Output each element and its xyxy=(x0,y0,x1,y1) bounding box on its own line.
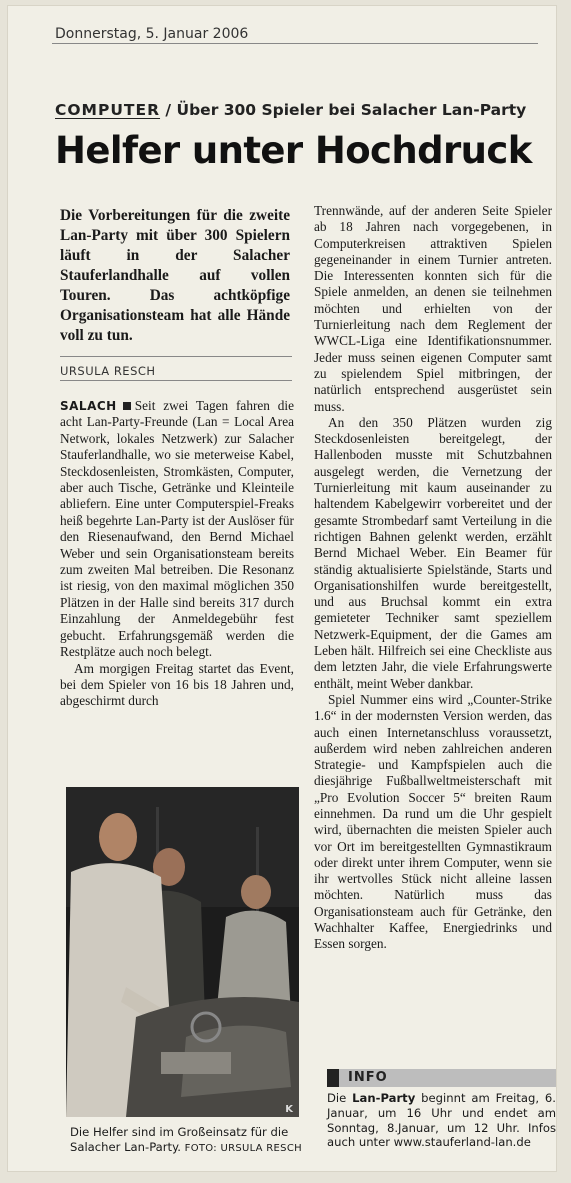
author-divider-bottom xyxy=(60,380,292,381)
photo-credit: FOTO: URSULA RESCH xyxy=(184,1143,302,1154)
photo-illustration xyxy=(66,787,299,1117)
caption-text: Die Helfer sind im Großeinsatz für die Salacher Lan-Party. xyxy=(70,1125,289,1154)
info-box-text xyxy=(327,1091,556,1150)
info-body: beginnt am Freitag, 6. Januar, um 16 Uhr und endet am Sonntag, 8.Januar, um 12 Uhr. Infos auch unter www.stauferland-lan.de xyxy=(327,1091,556,1150)
body-paragraph: An den 350 Plätzen wurden zig Steckdosenleisten bereitgelegt, der Hallenboden musste mit Schutzbahnen ausgelegt werden, die Vernetzung der Turnierleitung mit kaum auseinander zu haltendem Kabelgewirr vorbereitet und der gesamte Strombedarf samt Verteilung in die richtigen Bahnen gelenkt werden, erzählt Bernd Michael Weber. Ein Beamer für ständig aktualisierte Spielstände, Starts und Organisationshilfen wurde bereitgestellt, und aus Bruchsal kommt ein extra gemieteter Techniker samt speziellem Netzwerk-Equipment, der die Games am Leben hält. Hilfreich sei eine Checkliste aus dem letzten Jahr, die viele Erfahrungswerte enthält, meint Weber dankbar. xyxy=(314,414,552,691)
info-intro: Die xyxy=(327,1091,353,1105)
rubric-separator: / xyxy=(160,101,177,119)
body-column-2 xyxy=(314,203,552,953)
header-divider xyxy=(52,43,538,44)
article-author: URSULA RESCH xyxy=(60,364,156,378)
info-square-icon xyxy=(327,1069,339,1087)
article-photo xyxy=(66,787,299,1117)
body-column-1 xyxy=(60,398,294,710)
article-lead: Die Vorbereitungen für die zweite Lan-Party mit über 300 Spielern läuft in der Salacher Stauferlandhalle auf vollen Touren. Das achtköpfige Organisationsteam hat alle Hände voll zu tun. xyxy=(60,207,290,344)
photo-caption xyxy=(70,1125,305,1156)
issue-date: Donnerstag, 5. Januar 2006 xyxy=(55,26,249,42)
body-paragraph: Trennwände, auf der anderen Seite Spieler ab 18 Jahren nach vorgegebenen, in Computerkreisen attraktiven Spielen gegeneinander in einem Turnier antreten. Die Interessenten konnten sich für die Spiele anmelden, an denen sie teilnehmen möchten und erhielten von der Turnierleitung nach dem Reglement der WWCL-Liga eine Identifikationsnummer. Jeder muss seinen eigenen Computer samt zu spielendem Spiel mitbringen, der natürlich entsprechend ausgerüstet sein muss. xyxy=(314,203,552,414)
article-rubric xyxy=(55,101,526,119)
info-label: INFO xyxy=(348,1070,388,1085)
rubric-kicker: COMPUTER xyxy=(55,101,161,119)
dateline-square-icon xyxy=(123,402,131,410)
body-paragraph: Am morgigen Freitag startet das Event, bei dem Spieler von 16 bis 18 Jahren und, abgeschirmt durch xyxy=(60,660,294,709)
photo-corner-mark: K xyxy=(285,1104,293,1115)
dateline: SALACH xyxy=(60,399,117,413)
body-paragraph xyxy=(60,398,294,661)
info-box-header xyxy=(327,1069,556,1087)
body-paragraph: Spiel Nummer eins wird „Counter-Strike 1.6“ in der modernsten Version werden, das auch einen Internetanschluss voraussetzt, außerdem wird neben zahlreichen anderen Strategie- und Kampfspielen auch die diesjährige Fußballweltmeisterschaft mit „Pro Evolution Soccer 5“ breiten Raum einnehmen. Da rund um die Uhr gespielt wird, übernachten die meisten Spieler auch vor Ort im bereitgestellten Gymnastikraum oder direkt unter ihrem Computer, wenn sie ihr wertvolles Stück nicht alleine lassen möchten. Natürlich muss das Organisationsteam auch für Getränke, den Wachhalter Kaffee, Energiedrinks und Essen sorgen. xyxy=(314,691,552,952)
info-bold: Lan-Party xyxy=(352,1091,416,1105)
author-divider-top xyxy=(60,356,292,357)
article-subtitle: Über 300 Spieler bei Salacher Lan-Party xyxy=(176,101,527,119)
article-headline: Helfer unter Hochdruck xyxy=(55,129,532,172)
body-text: Seit zwei Tagen fahren die acht Lan-Party-Freunde (Lan = Local Area Network, lokales Netzwerk) zur Salacher Stauferlandhalle, wo sie meterweise Kabel, Steckdosenleisten, Stromkästen, Computer, aber auch Tische, Getränke und Kleinteile abliefern. Eine unter Computerspiel-Freaks heiß begehrte Lan-Party ist der Auslöser für den Riesenaufwand, den Bernd Michael Weber und sein Organisationsteam bereits zum zweiten Mal betreiben. Die Resonanz ist riesig, von den maximal möglichen 350 Plätzen in der Halle sind bereits 317 durch Einzahlung der Anmeldegebühr fest gebucht. Erfahrungsgemäß werden die Restplätze auch noch belegt. xyxy=(60,398,294,660)
